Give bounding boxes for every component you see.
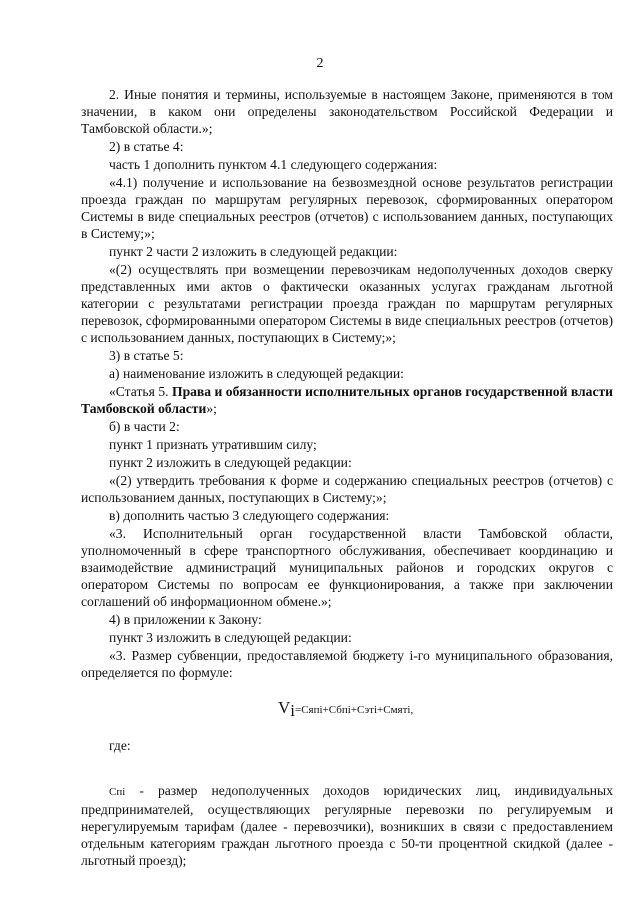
page-number: 2 — [316, 56, 324, 71]
paragraph-part-3-text: «3. Исполнительный орган государственной власти Тамбовской области, уполномоченный в сфере транспортного обслуживания, обеспечивает координацию и взаимодействие администраций муниципальных районов и городских округов с оператором Системы по вопросам ее функционирования, а также при заключении соглашений об информационном обмене.»; — [81, 526, 613, 609]
paragraph-item-1-void: пункт 1 признать утратившим силу; — [109, 437, 317, 452]
paragraph-item-2-text: «(2) осуществлять при возмещении перевозчикам недополученных доходов сверку представленных ими актов о фактически оказанных услугах гражданам льготной категории с результатами регистрации проезда граждан по маршрутам регулярных перевозок, сформированными оператором Системы в виде специальных реестров (отчетов) с использованием данных, поступающих в Систему;»; — [81, 262, 613, 345]
formula-terms: =Сяпi+Сбпi+Сэтi+Смятi, — [295, 704, 414, 716]
paragraph-item-3-edit: пункт 3 изложить в следующей редакции: — [109, 630, 352, 645]
paragraph-title-change: а) наименование изложить в следующей редакции: — [109, 366, 404, 381]
cs-definition-text: - размер недополученных доходов юридических лиц, индивидуальных предпринимателей, осуществляющих регулярные перевозки по регулируемым и нерегулируемым тарифам (далее - перевозчики), возникших в связи с предоставлением отдельным категориям граждан льготного проезда с 50-ти процентной скидкой (далее - льготный проезд); — [81, 783, 613, 868]
document-body — [81, 86, 613, 869]
paragraph-article-4: 2) в статье 4: — [109, 139, 184, 154]
subvention-formula — [278, 699, 613, 721]
article-5-prefix: «Статья 5. — [109, 384, 169, 399]
paragraph-appendix: 4) в приложении к Закону: — [109, 612, 262, 627]
paragraph-cs-definition — [81, 782, 613, 869]
paragraph-item-2-part-2: пункт 2 части 2 изложить в следующей редакции: — [109, 244, 398, 259]
paragraph-part-1: часть 1 дополнить пунктом 4.1 следующего содержания: — [109, 157, 438, 172]
formula-v: V — [278, 698, 291, 717]
paragraph-registry-requirements: «(2) утвердить требования к форме и содержанию специальных реестров (отчетов) с использованием данных, поступающих в Систему;»; — [81, 473, 613, 505]
paragraph-part-2: б) в части 2: — [109, 419, 180, 434]
formula-i: i — [290, 701, 296, 720]
paragraph-item-2-edit: пункт 2 изложить в следующей редакции: — [109, 455, 352, 470]
cs-symbol: Спi — [109, 786, 126, 798]
paragraph-add-part-3: в) дополнить частью 3 следующего содержания: — [109, 508, 390, 523]
paragraph-definitions: 2. Иные понятия и термины, используемые в настоящем Законе, применяются в том значении, в каком они определены законодательством Российской Федерации и Тамбовской области.»; — [81, 87, 613, 136]
paragraph-item-4-1: «4.1) получение и использование на безвозмездной основе результатов регистрации проезда граждан по маршрутам регулярных перевозок, сформированных оператором Системы в виде специальных реестров (отчетов) с использованием данных, поступающих в Систему;»; — [81, 175, 613, 241]
article-5-bold-title: Права и обязанности исполнительных органов государственной власти Тамбовской области — [81, 384, 614, 416]
paragraph-where: где: — [109, 738, 131, 753]
paragraph-subvention-size: «3. Размер субвенции, предоставляемой бюджету i-го муниципального образования, определяется по формуле: — [81, 648, 613, 680]
paragraph-article-5: 3) в статье 5: — [109, 348, 184, 363]
paragraph-article-5-title — [81, 383, 613, 417]
article-5-suffix: »; — [206, 401, 217, 416]
